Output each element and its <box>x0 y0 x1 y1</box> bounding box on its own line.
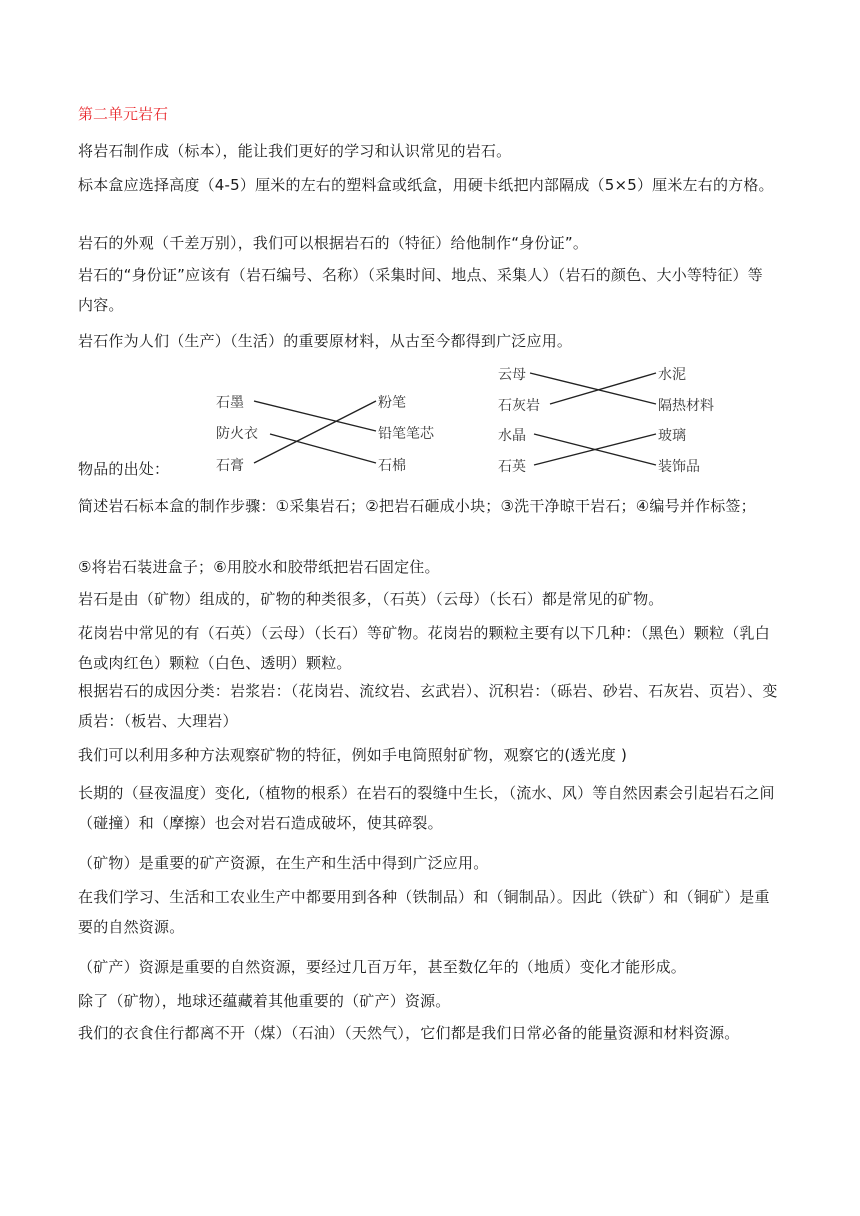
item-graphite: 石墨 <box>216 395 244 411</box>
use-cement: 水泥 <box>658 367 686 383</box>
paragraph-other-resources: 除了（矿物），地球还蕴藏着其他重要的（矿产）资源。 <box>78 992 451 1010</box>
paragraph-4: 岩石的“身份证”应该有（岩石编号、名称）（采集时间、地点、采集人）（岩石的颜色、大小等特征）等内容。 <box>78 266 763 314</box>
paragraph-3: 岩石的外观（千差万别），我们可以根据岩石的（特征）给他制作“身份证”。 <box>78 234 589 252</box>
paragraph-mineral-resource: （矿物）是重要的矿产资源，在生产和生活中得到广泛应用。 <box>78 854 489 872</box>
paragraph-2: 标本盒应选择高度（4-5）厘米的左右的塑料盒或纸盒，用硬卡纸把内部隔成（5×5）厘米左右的方格。 <box>78 176 774 194</box>
paragraph-weathering: 长期的（昼夜温度）变化,（植物的根系）在岩石的裂缝中生长，（流水、风）等自然因素会引起岩石之间（碰撞）和（摩擦）也会对岩石造成破坏，使其碎裂。 <box>78 784 775 832</box>
paragraph-granite: 花岗岩中常见的有（石英）（云母）（长石）等矿物。花岗岩的颗粒主要有以下几种：（黑色）颗粒（乳白色或肉红色）颗粒（白色、透明）颗粒。 <box>78 624 770 672</box>
paragraph-mining: （矿产）资源是重要的自然资源，要经过几百万年，甚至数亿年的（地质）变化才能形成。 <box>78 958 687 976</box>
paragraph-minerals: 岩石是由（矿物）组成的，矿物的种类很多，（石英）（云母）（长石）都是常见的矿物。 <box>78 590 664 608</box>
link-mica-insulation <box>530 373 656 404</box>
item-gypsum: 石膏 <box>216 458 244 474</box>
item-limestone: 石灰岩 <box>498 398 540 414</box>
paragraph-steps-2: ⑤将岩石装进盒子；⑥用胶水和胶带纸把岩石固定住。 <box>78 558 440 576</box>
use-pencil-lead: 铅笔笔芯 <box>378 426 434 442</box>
paragraph-steps: 简述岩石标本盒的制作步骤：①采集岩石；②把岩石砸成小块；③洗干净晾干岩石；④编号并作标签； <box>78 497 756 515</box>
link-gypsum-chalk <box>254 401 376 463</box>
use-asbestos: 石棉 <box>378 458 406 474</box>
item-fireproof-suit: 防火衣 <box>216 426 258 442</box>
use-chalk: 粉笔 <box>378 395 406 411</box>
link-limestone-cement <box>550 373 656 404</box>
unit-title: 第二单元岩石 <box>78 105 169 123</box>
item-quartz: 石英 <box>498 459 526 475</box>
paragraph-classification: 根据岩石的成因分类：岩浆岩：（花岗岩、流纹岩、玄武岩）、沉积岩：（砾岩、砂岩、石灰岩、页岩）、变质岩：（板岩、大理岩） <box>78 682 778 730</box>
paragraph-energy: 我们的衣食住行都离不开（煤）（石油）（天然气），它们都是我们日常必备的能量资源和材料资源。 <box>78 1024 740 1042</box>
link-fireproof-asbestos <box>270 434 376 463</box>
paragraph-items-source: 物品的出处： <box>78 460 170 478</box>
paragraph-iron-copper: 在我们学习、生活和工农业生产中都要用到各种（铁制品）和（铜制品）。因此（铁矿）和（铜矿）是重要的自然资源。 <box>78 888 770 936</box>
use-insulation: 隔热材料 <box>658 398 714 414</box>
use-glass: 玻璃 <box>658 428 686 444</box>
paragraph-5: 岩石作为人们（生产）（生活）的重要原材料，从古至今都得到广泛应用。 <box>78 332 573 350</box>
item-crystal: 水晶 <box>498 428 526 444</box>
use-decoration: 装饰品 <box>658 459 700 475</box>
paragraph-1: 将岩石制作成（标本），能让我们更好的学习和认识常见的岩石。 <box>78 142 512 160</box>
link-graphite-pencil <box>254 401 376 431</box>
paragraph-observe: 我们可以利用多种方法观察矿物的特征，例如手电筒照射矿物，观察它的(透光度 ) <box>78 746 628 764</box>
item-mica: 云母 <box>498 367 526 383</box>
